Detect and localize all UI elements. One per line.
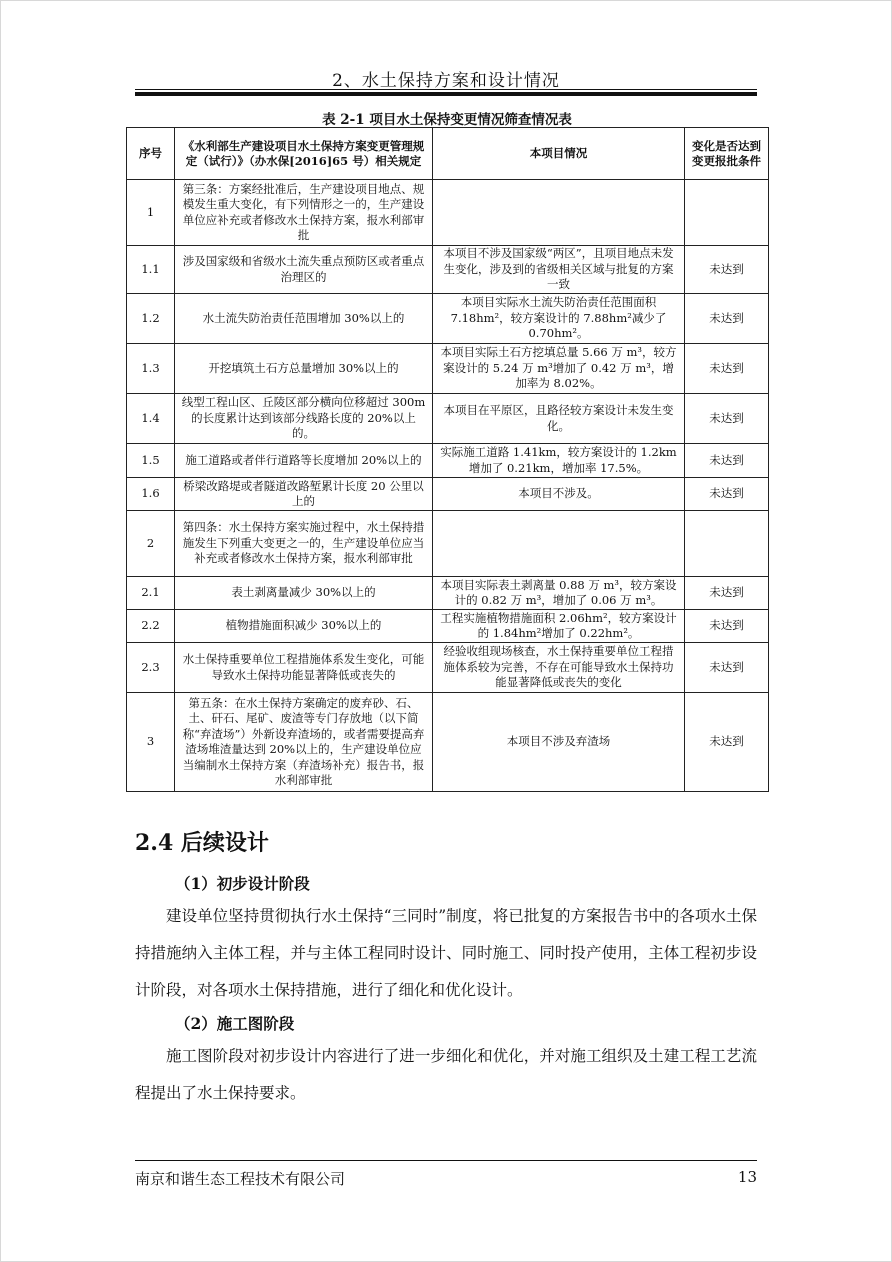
subsection-construction-drawing: （2）施工图阶段 bbox=[175, 1014, 295, 1033]
row-no: 1.5 bbox=[127, 444, 175, 478]
paragraph-preliminary-design: 建设单位坚持贯彻执行水土保持“三同时”制度，将已批复的方案报告书中的各项水土保持措施纳入主体工程，并与主体工程同时设计、同时施工、同时投产使用，主体工程初步设计阶段，对各项水土保持措施，进行了细化和优化设计。 bbox=[135, 907, 757, 999]
row-result: 未达到 bbox=[685, 693, 769, 792]
table-row bbox=[127, 294, 769, 344]
header-change: 变化是否达到变更报批条件 bbox=[685, 128, 769, 180]
row-rule: 线型工程山区、丘陵区部分横向位移超过 300m 的长度累计达到该部分线路长度的 20%以上的。 bbox=[175, 394, 433, 444]
header-rule-thick bbox=[135, 92, 757, 96]
table-row bbox=[127, 693, 769, 792]
row-rule: 水土流失防治责任范围增加 30%以上的 bbox=[175, 294, 433, 344]
row-project bbox=[433, 511, 685, 577]
row-no: 2 bbox=[127, 511, 175, 577]
header-project: 本项目情况 bbox=[433, 128, 685, 180]
row-project: 本项目实际土石方挖填总量 5.66 万 m³，较方案设计的 5.24 万 m³增加了 0.42 万 m³，增加率为 8.02%。 bbox=[433, 344, 685, 394]
table-caption: 表 2-1 项目水土保持变更情况筛查情况表 bbox=[322, 112, 572, 128]
row-rule: 桥梁改路堤或者隧道改路堑累计长度 20 公里以上的 bbox=[175, 478, 433, 511]
row-no: 3 bbox=[127, 693, 175, 792]
row-rule: 植物措施面积减少 30%以上的 bbox=[175, 610, 433, 643]
footer-rule bbox=[135, 1160, 757, 1161]
row-rule: 第三条：方案经批准后，生产建设项目地点、规模发生重大变化，有下列情形之一的，生产建设单位应补充或者修改水土保持方案，报水利部审批 bbox=[175, 180, 433, 246]
row-result: 未达到 bbox=[685, 246, 769, 294]
paragraph-construction-drawing: 施工图阶段对初步设计内容进行了进一步细化和优化，并对施工组织及土建工程工艺流程提出了水土保持要求。 bbox=[135, 1047, 757, 1102]
row-project: 实际施工道路 1.41km，较方案设计的 1.2km 增加了 0.21km，增加率 17.5%。 bbox=[433, 444, 685, 478]
row-project: 本项目在平原区，且路径较方案设计未发生变化。 bbox=[433, 394, 685, 444]
row-rule: 施工道路或者伴行道路等长度增加 20%以上的 bbox=[175, 444, 433, 478]
row-result: 未达到 bbox=[685, 643, 769, 693]
table-row bbox=[127, 511, 769, 577]
footer-company: 南京和谐生态工程技术有限公司 bbox=[135, 1170, 346, 1188]
row-rule: 第五条：在水土保持方案确定的废弃砂、石、土、矸石、尾矿、废渣等专门存放地（以下简称“弃渣场”）外新设弃渣场的，或者需要提高弃渣场堆渣量达到 20%以上的，生产建设单位应当编制水土保持方案（弃渣场补充）报告书，报水利部审批 bbox=[175, 693, 433, 792]
row-result bbox=[685, 511, 769, 577]
row-project: 本项目实际水土流失防治责任范围面积 7.18hm²，较方案设计的 7.88hm²减少了 0.70hm²。 bbox=[433, 294, 685, 344]
header-rule: 《水利部生产建设项目水土保持方案变更管理规定（试行）》（办水保[2016]65 号）相关规定 bbox=[175, 128, 433, 180]
row-no: 1.6 bbox=[127, 478, 175, 511]
table-row bbox=[127, 610, 769, 643]
header-rule-thin bbox=[135, 89, 757, 90]
row-rule: 表土剥离量减少 30%以上的 bbox=[175, 577, 433, 610]
row-result: 未达到 bbox=[685, 478, 769, 511]
row-project bbox=[433, 180, 685, 246]
row-project: 本项目不涉及国家级“两区”，且项目地点未发生变化，涉及到的省级相关区域与批复的方案一致 bbox=[433, 246, 685, 294]
row-no: 1.1 bbox=[127, 246, 175, 294]
header-no: 序号 bbox=[127, 128, 175, 180]
row-no: 1.3 bbox=[127, 344, 175, 394]
table-row bbox=[127, 246, 769, 294]
table-header-row bbox=[127, 128, 769, 180]
row-no: 2.2 bbox=[127, 610, 175, 643]
row-rule: 开挖填筑土石方总量增加 30%以上的 bbox=[175, 344, 433, 394]
change-screening-table bbox=[126, 127, 769, 792]
row-no: 1 bbox=[127, 180, 175, 246]
subsection-preliminary-design: （1）初步设计阶段 bbox=[175, 874, 310, 893]
row-project: 本项目不涉及。 bbox=[433, 478, 685, 511]
row-project: 本项目实际表土剥离量 0.88 万 m³，较方案设计的 0.82 万 m³，增加了 0.06 万 m³。 bbox=[433, 577, 685, 610]
row-project: 工程实施植物措施面积 2.06hm²，较方案设计的 1.84hm²增加了 0.22hm²。 bbox=[433, 610, 685, 643]
row-project: 本项目不涉及弃渣场 bbox=[433, 693, 685, 792]
row-result: 未达到 bbox=[685, 294, 769, 344]
row-rule: 水土保持重要单位工程措施体系发生变化，可能导致水土保持功能显著降低或丧失的 bbox=[175, 643, 433, 693]
row-result: 未达到 bbox=[685, 344, 769, 394]
row-result: 未达到 bbox=[685, 444, 769, 478]
section-title: 2.4 后续设计 bbox=[135, 830, 269, 856]
row-rule: 涉及国家级和省级水土流失重点预防区或者重点治理区的 bbox=[175, 246, 433, 294]
row-rule: 第四条：水土保持方案实施过程中，水土保持措施发生下列重大变更之一的，生产建设单位应当补充或者修改水土保持方案，报水利部审批 bbox=[175, 511, 433, 577]
table-row bbox=[127, 394, 769, 444]
row-no: 1.4 bbox=[127, 394, 175, 444]
row-no: 1.2 bbox=[127, 294, 175, 344]
table-row bbox=[127, 643, 769, 693]
row-no: 2.1 bbox=[127, 577, 175, 610]
chapter-header: 2、水土保持方案和设计情况 bbox=[332, 71, 560, 91]
row-result: 未达到 bbox=[685, 394, 769, 444]
row-project: 经验收组现场核查，水土保持重要单位工程措施体系较为完善，不存在可能导致水土保持功能显著降低或丧失的变化 bbox=[433, 643, 685, 693]
row-result bbox=[685, 180, 769, 246]
table-row bbox=[127, 180, 769, 246]
row-result: 未达到 bbox=[685, 610, 769, 643]
table-row bbox=[127, 478, 769, 511]
page-number: 13 bbox=[737, 1168, 757, 1186]
table-row bbox=[127, 344, 769, 394]
row-result: 未达到 bbox=[685, 577, 769, 610]
table-row bbox=[127, 444, 769, 478]
table-row bbox=[127, 577, 769, 610]
row-no: 2.3 bbox=[127, 643, 175, 693]
